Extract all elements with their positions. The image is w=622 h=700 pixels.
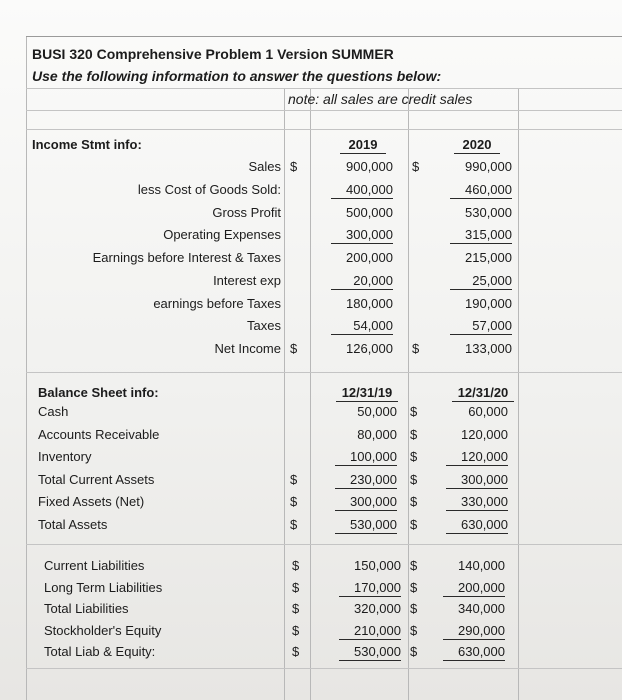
sheet-subtitle: Use the following information to answer the questions below: — [32, 68, 442, 84]
income-row-label: Net Income — [214, 341, 281, 356]
balance-date-2020: 12/31/20 — [452, 385, 514, 402]
grid-row-line — [26, 372, 622, 373]
income-row-currency-2: $ — [412, 341, 420, 356]
liabilities-row-label: Current Liabilities — [44, 558, 145, 573]
income-row-value-2: 315,000 — [450, 227, 512, 244]
grid-row-line — [26, 668, 622, 669]
grid-column-divider — [310, 88, 311, 700]
income-row-currency: $ — [290, 159, 298, 174]
grid-column-divider — [284, 88, 285, 700]
income-row-value-1: 200,000 — [346, 250, 393, 265]
income-row-label: Taxes — [247, 318, 281, 334]
income-row-label: earnings before Taxes — [153, 295, 281, 311]
balance-row-label: Cash — [38, 404, 69, 419]
income-year-2019: 2019 — [340, 137, 386, 154]
balance-row-value-1: 300,000 — [335, 494, 397, 511]
liabilities-row-value-2: 630,000 — [443, 644, 505, 661]
income-row-label: Earnings before Interest & Taxes — [92, 250, 281, 265]
income-row-label: Gross Profit — [212, 204, 281, 220]
balance-heading: Balance Sheet info: — [38, 385, 159, 400]
liabilities-row-value-1: 150,000 — [354, 558, 401, 573]
balance-row-currency-2: $ — [410, 471, 418, 487]
balance-row-currency: $ — [290, 516, 298, 532]
income-row-value-2: 57,000 — [450, 318, 512, 335]
grid-row-line — [26, 110, 622, 111]
liabilities-row-currency-2: $ — [410, 601, 418, 616]
income-row-value-2: 25,000 — [450, 273, 512, 290]
liabilities-row-currency-2: $ — [410, 558, 418, 573]
liabilities-row-value-2: 200,000 — [443, 580, 505, 597]
balance-row-label: Total Assets — [38, 516, 108, 532]
grid-row-line — [26, 129, 622, 130]
income-row-currency-2: $ — [412, 159, 420, 174]
income-row-value-2: 990,000 — [465, 159, 512, 174]
income-row-value-1: 54,000 — [331, 318, 393, 335]
income-row-value-2: 190,000 — [465, 295, 512, 311]
liabilities-row-currency: $ — [292, 579, 300, 595]
grid-left-border — [26, 36, 27, 700]
income-row-value-1: 180,000 — [346, 295, 393, 311]
liabilities-row-currency: $ — [292, 644, 300, 659]
sheet-title: BUSI 320 Comprehensive Problem 1 Version SUMMER — [32, 46, 394, 62]
income-row-value-2: 215,000 — [465, 250, 512, 265]
liabilities-row-currency-2: $ — [410, 579, 418, 595]
balance-row-label: Total Current Assets — [38, 471, 155, 487]
income-row-label: Interest exp — [213, 272, 281, 288]
balance-row-currency-2: $ — [410, 494, 418, 509]
income-row-value-1: 500,000 — [346, 204, 393, 220]
liabilities-row-label: Total Liabilities — [44, 601, 129, 616]
balance-date-2019: 12/31/19 — [336, 385, 398, 402]
grid-row-line — [26, 88, 622, 89]
grid-column-divider — [408, 88, 409, 700]
liabilities-row-label: Total Liab & Equity: — [44, 644, 156, 659]
liabilities-row-currency: $ — [292, 558, 300, 573]
income-row-value-1: 300,000 — [331, 227, 393, 244]
balance-row-value-2: 120,000 — [446, 449, 508, 466]
balance-row-value-1: 230,000 — [335, 472, 397, 489]
liabilities-row-value-1: 320,000 — [354, 601, 401, 616]
liabilities-row-value-2: 340,000 — [458, 601, 505, 616]
liabilities-row-value-1: 170,000 — [339, 580, 401, 597]
balance-row-value-2: 630,000 — [446, 517, 508, 534]
balance-row-currency: $ — [290, 494, 298, 509]
liabilities-row-value-1: 210,000 — [339, 623, 401, 640]
income-heading: Income Stmt info: — [32, 137, 142, 152]
balance-row-value-1: 530,000 — [335, 517, 397, 534]
sales-note: note: all sales are credit sales — [288, 91, 473, 107]
grid-top-border — [26, 36, 622, 37]
liabilities-row-currency: $ — [292, 601, 300, 616]
balance-row-value-2: 60,000 — [468, 404, 508, 419]
liabilities-row-value-2: 140,000 — [458, 558, 505, 573]
balance-row-label: Accounts Receivable — [38, 426, 160, 442]
balance-row-currency: $ — [290, 471, 298, 487]
grid-column-divider — [518, 88, 519, 700]
liabilities-row-value-2: 290,000 — [443, 623, 505, 640]
liabilities-row-currency-2: $ — [410, 644, 418, 659]
liabilities-row-currency: $ — [292, 622, 300, 638]
income-row-value-1: 400,000 — [331, 182, 393, 199]
income-row-currency: $ — [290, 341, 298, 356]
balance-row-label: Fixed Assets (Net) — [38, 494, 145, 509]
income-row-value-2: 530,000 — [465, 204, 512, 220]
income-row-label: Sales — [248, 159, 281, 174]
balance-row-value-2: 330,000 — [446, 494, 508, 511]
income-year-2020: 2020 — [454, 137, 500, 154]
balance-row-currency-2: $ — [410, 449, 418, 464]
balance-row-label: Inventory — [38, 449, 92, 464]
income-row-value-1: 126,000 — [346, 341, 393, 356]
balance-row-currency-2: $ — [410, 516, 418, 532]
balance-row-value-1: 80,000 — [357, 426, 397, 442]
income-row-value-1: 20,000 — [331, 273, 393, 290]
liabilities-row-label: Long Term Liabilities — [44, 579, 163, 595]
liabilities-row-currency-2: $ — [410, 622, 418, 638]
balance-row-currency-2: $ — [410, 426, 418, 442]
income-row-value-1: 900,000 — [346, 159, 393, 174]
liabilities-row-label: Stockholder's Equity — [44, 622, 162, 638]
income-row-label: less Cost of Goods Sold: — [137, 181, 281, 197]
income-row-label: Operating Expenses — [163, 227, 281, 243]
balance-row-value-1: 100,000 — [335, 449, 397, 466]
balance-row-value-2: 120,000 — [461, 426, 508, 442]
grid-row-line — [26, 544, 622, 545]
income-row-value-2: 460,000 — [450, 182, 512, 199]
balance-row-currency-2: $ — [410, 404, 418, 419]
liabilities-row-value-1: 530,000 — [339, 644, 401, 661]
balance-row-value-2: 300,000 — [446, 472, 508, 489]
balance-row-value-1: 50,000 — [357, 404, 397, 419]
income-row-value-2: 133,000 — [465, 341, 512, 356]
